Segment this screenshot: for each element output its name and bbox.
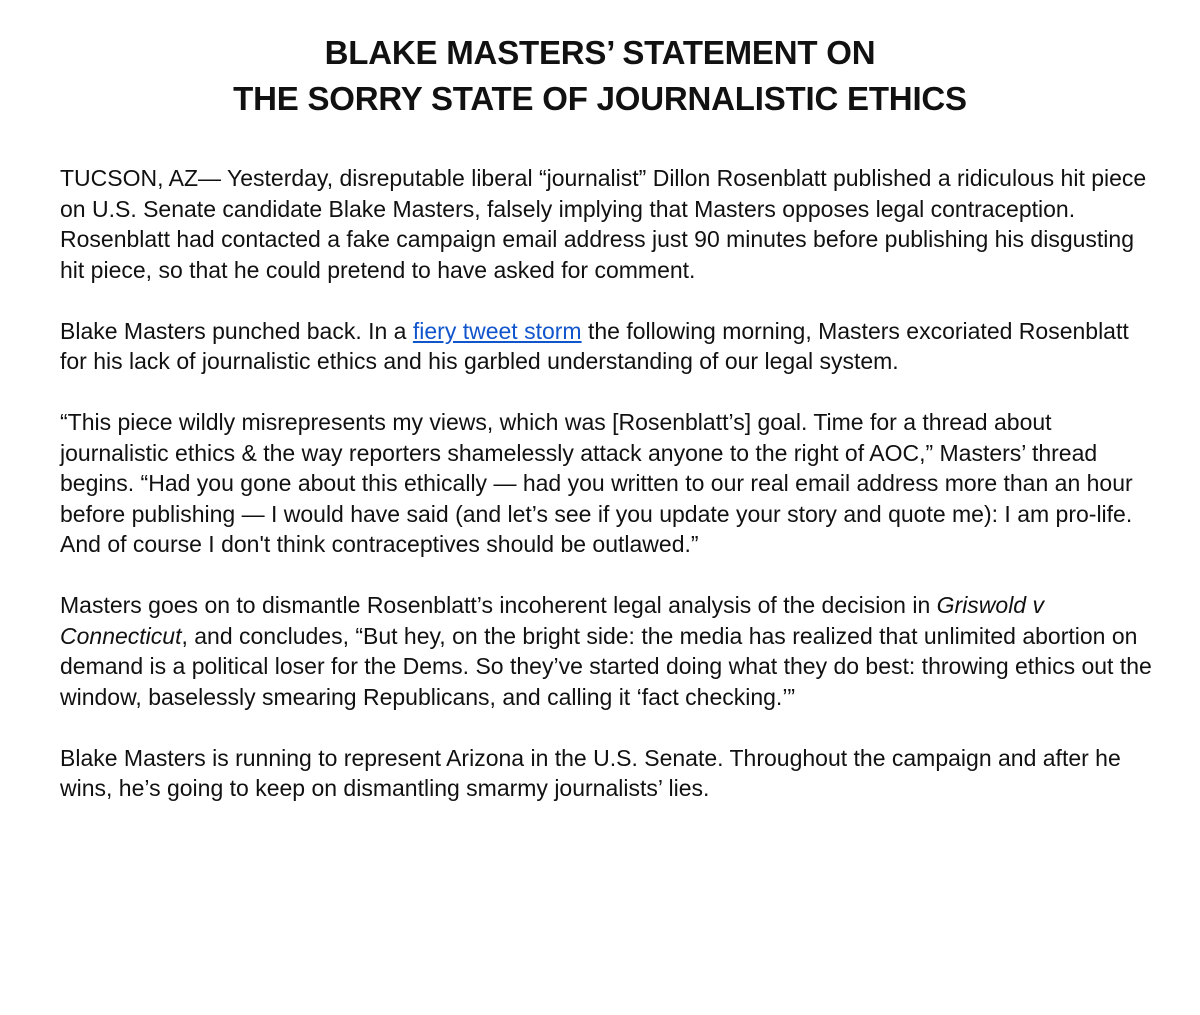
paragraph-analysis <box>60 590 1160 712</box>
paragraph-analysis-text-after: , and concludes, “But hey, on the bright side: the media has realized that unlimited abortion on demand is a political loser for the Dems. So they’ve started doing what they do best: throwing ethics out the window, baselessly smearing Republicans, and calling it ‘fact checking.’” <box>60 622 1152 710</box>
case-name: Griswold v Connecticut <box>60 592 1044 649</box>
paragraph-analysis-text-before: Masters goes on to dismantle Rosenblatt’s incoherent legal analysis of the decision in <box>60 592 937 618</box>
tweet-storm-link[interactable]: fiery tweet storm <box>412 317 582 344</box>
paragraph-response-text-before: Blake Masters punched back. In a <box>60 317 413 344</box>
paragraph-response <box>60 316 1160 377</box>
press-release-title <box>0 30 1200 122</box>
paragraph-dateline: TUCSON, AZ— Yesterday, disreputable liberal “journalist” Dillon Rosenblatt published a ridiculous hit piece on U.S. Senate candidate Blake Masters, falsely implying that Masters opposes legal contraception. Rosenblatt had contacted a fake campaign email address just 90 minutes before publishing his disgusting hit piece, so that he could pretend to have asked for comment. <box>60 165 1147 283</box>
paragraph-response-text-after: the following morning, Masters excoriated Rosenblatt for his lack of journalistic ethics and his garbled understanding of our legal system. <box>60 317 1129 374</box>
paragraph-closing: Blake Masters is running to represent Arizona in the U.S. Senate. Throughout the campaign and after he wins, he’s going to keep on dismantling smarmy journalists’ lies. <box>60 744 1121 801</box>
press-release-body <box>60 163 1160 804</box>
title-line-2: THE SORRY STATE OF JOURNALISTIC ETHICS <box>233 80 967 117</box>
paragraph-quote: “This piece wildly misrepresents my views, which was [Rosenblatt’s] goal. Time for a thread about journalistic ethics & the way reporters shamelessly attack anyone to the right of AOC,” Masters’ thread begins. “Had you gone about this ethically — had you written to our real email address more than an hour before publishing — I would have said (and let’s see if you update your story and quote me): I am pro-life. And of course I don't think contraceptives should be outlawed.” <box>60 409 1133 557</box>
title-line-1: BLAKE MASTERS’ STATEMENT ON <box>324 34 876 71</box>
